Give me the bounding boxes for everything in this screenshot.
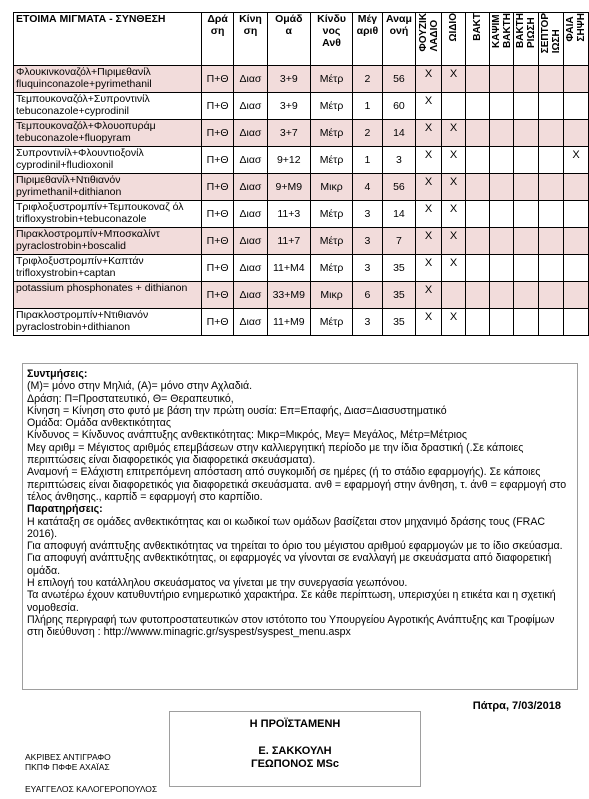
disease-mark-cell <box>539 309 564 336</box>
kindynos-cell: Μέτρ <box>310 228 352 255</box>
disease-mark-cell: X <box>416 93 442 120</box>
drasi-cell: Π+Θ <box>201 228 233 255</box>
disease-mark-cell <box>466 120 490 147</box>
table-row <box>14 282 589 309</box>
disease-mark-cell <box>466 201 490 228</box>
disease-mark-cell <box>466 309 490 336</box>
column-header-label: ΚΑΨΙΜ ΒΑΚΤΗ <box>490 13 513 48</box>
table-row <box>14 309 589 336</box>
omada-cell: 9+M9 <box>267 174 310 201</box>
anamoni-cell: 60 <box>382 93 416 120</box>
column-header: Ομάδ α <box>267 13 310 66</box>
disease-mark-cell <box>539 147 564 174</box>
column-header-label: ΒΑΚΤΗ ΡΙΩΣΗ <box>515 13 538 48</box>
document-date: Πάτρα, 7/03/2018 <box>472 700 561 712</box>
notes-line: Κίνηση = Κίνηση στο φυτό με βάση την πρώτη ουσία: Επ=Επαφής, Διασ=Διασυστηματικό <box>27 404 447 417</box>
stamp-line-2: ΠΚΠΦ ΠΦΦΕ ΑΧΑΪΑΣ <box>25 762 110 772</box>
table-row <box>14 120 589 147</box>
disease-mark-cell <box>539 255 564 282</box>
disease-mark-cell <box>490 120 514 147</box>
anamoni-cell: 56 <box>382 174 416 201</box>
signature-role: ΓΕΩΠΟΝΟΣ MSc <box>250 758 340 770</box>
disease-mark-cell <box>514 174 539 201</box>
mixture-name-cell: Τεμπουκοναζόλ+Συπροντινίλ tebuconazole+cyprodinil <box>14 93 202 120</box>
mixture-name-cell: potassium phosphonates + dithianon <box>14 282 202 309</box>
disease-mark-cell <box>514 93 539 120</box>
disease-mark-cell <box>466 228 490 255</box>
drasi-cell: Π+Θ <box>201 147 233 174</box>
disease-mark-cell: X <box>442 309 466 336</box>
disease-mark-cell <box>490 201 514 228</box>
kinisi-cell: Διασ <box>234 174 267 201</box>
disease-mark-cell: X <box>442 201 466 228</box>
kindynos-cell: Μικρ <box>310 282 352 309</box>
disease-mark-cell <box>563 93 588 120</box>
omada-cell: 3+9 <box>267 66 310 93</box>
anamoni-cell: 35 <box>382 282 416 309</box>
disease-mark-cell: X <box>442 255 466 282</box>
disease-mark-cell: X <box>442 147 466 174</box>
kinisi-cell: Διασ <box>234 201 267 228</box>
signature-name: Ε. ΣΑΚΚΟΥΛΗ <box>258 745 332 757</box>
disease-mark-cell <box>539 228 564 255</box>
notes-line: (Μ)= μόνο στην Μηλιά, (Α)= μόνο στην Αχλαδιά. <box>27 380 253 393</box>
mixture-name-cell: Πιρακλοστρομπίν+Μποσκαλίντ pyraclostrobin+boscalid <box>14 228 202 255</box>
kindynos-cell: Μέτρ <box>310 201 352 228</box>
omada-cell: 11+3 <box>267 201 310 228</box>
disease-mark-cell: X <box>416 120 442 147</box>
disease-mark-cell: X <box>416 228 442 255</box>
disease-mark-cell <box>563 228 588 255</box>
omada-cell: 11+M9 <box>267 309 310 336</box>
kinisi-cell: Διασ <box>234 282 267 309</box>
column-header-label: ΩΙΔΙΟ <box>448 13 460 42</box>
disease-mark-cell <box>466 174 490 201</box>
disease-mark-cell <box>490 66 514 93</box>
disease-mark-cell <box>466 282 490 309</box>
kindynos-cell: Μικρ <box>310 174 352 201</box>
disease-mark-cell <box>514 228 539 255</box>
column-header <box>442 13 466 66</box>
table-header-row <box>14 13 589 66</box>
anamoni-cell: 14 <box>382 120 416 147</box>
column-header <box>539 13 564 66</box>
disease-mark-cell: X <box>442 174 466 201</box>
disease-mark-cell <box>514 120 539 147</box>
kindynos-cell: Μέτρ <box>310 93 352 120</box>
disease-mark-cell <box>539 174 564 201</box>
kindynos-cell: Μέτρ <box>310 147 352 174</box>
meg-cell: 2 <box>353 66 383 93</box>
drasi-cell: Π+Θ <box>201 201 233 228</box>
stamp-line-3: ΕΥΑΓΓΕΛΟΣ ΚΑΛΟΓΕΡΟΠΟΥΛΟΣ <box>25 784 158 794</box>
disease-mark-cell <box>514 255 539 282</box>
anamoni-cell: 14 <box>382 201 416 228</box>
meg-cell: 6 <box>353 282 383 309</box>
disease-mark-cell <box>539 201 564 228</box>
meg-cell: 3 <box>353 228 383 255</box>
disease-mark-cell <box>539 282 564 309</box>
disease-mark-cell <box>563 120 588 147</box>
disease-mark-cell <box>514 66 539 93</box>
disease-mark-cell <box>466 147 490 174</box>
kindynos-cell: Μέτρ <box>310 309 352 336</box>
disease-mark-cell <box>466 93 490 120</box>
disease-mark-cell <box>563 282 588 309</box>
meg-cell: 1 <box>353 93 383 120</box>
anamoni-cell: 35 <box>382 309 416 336</box>
mixture-name-cell: Φλουκινκοναζόλ+Πιριμεθανίλ fluquinconazole+pyrimethanil <box>14 66 202 93</box>
notes-line: Μεγ αριθμ = Μέγιστος αριθμός επεμβάσεων στην καλλιεργητική περίοδο με την ίδια δραστική (.Σε κάποιες περιπτώσεις είναι διαφορετικός για διαφορετικά σκευάσματα). <box>27 441 524 467</box>
notes-line: Κίνδυνος = Κίνδυνος ανάπτυξης ανθεκτικότητας: Μικρ=Μικρός, Μεγ= Μεγάλος, Μέτρ=Μέτριος <box>27 429 468 442</box>
column-header: Μέγ αριθ <box>353 13 383 66</box>
notes-line: Πλήρης περιγραφή των φυτοπροστατευτικών στον ιστότοπο του Υπουργείου Αγροτικής Ανάπτυξης και Τροφίμων στη διεύθυνση : http://wwww.minagric.gr/syspest/syspest_menu.aspx <box>27 613 555 639</box>
disease-mark-cell <box>490 174 514 201</box>
anamoni-cell: 3 <box>382 147 416 174</box>
column-header-label: ΒΑΚΤ <box>472 13 484 41</box>
kindynos-cell: Μέτρ <box>310 120 352 147</box>
disease-mark-cell <box>466 66 490 93</box>
meg-cell: 3 <box>353 255 383 282</box>
kinisi-cell: Διασ <box>234 255 267 282</box>
signature-box <box>169 711 421 787</box>
table-row <box>14 174 589 201</box>
disease-mark-cell <box>442 282 466 309</box>
notes-line: Η κατάταξη σε ομάδες ανθεκτικότητας και οι κωδικοί των ομάδων βασίζεται στον μηχανιμό δράσης τους (FRAC 2016). <box>27 515 546 540</box>
table-row <box>14 201 589 228</box>
column-header: Κίνη ση <box>234 13 267 66</box>
disease-mark-cell <box>514 147 539 174</box>
kinisi-cell: Διασ <box>234 147 267 174</box>
meg-cell: 3 <box>353 201 383 228</box>
disease-mark-cell: X <box>416 174 442 201</box>
disease-mark-cell: X <box>442 120 466 147</box>
disease-mark-cell <box>563 309 588 336</box>
notes-line: Η επιλογή του κατάλληλου σκευάσματος να γίνεται με την συνεργασία γεωπόνου. <box>27 577 408 590</box>
kinisi-cell: Διασ <box>234 120 267 147</box>
omada-cell: 11+7 <box>267 228 310 255</box>
meg-cell: 1 <box>353 147 383 174</box>
disease-mark-cell <box>563 66 588 93</box>
disease-mark-cell <box>539 66 564 93</box>
omada-cell: 33+M9 <box>267 282 310 309</box>
disease-mark-cell <box>490 228 514 255</box>
disease-mark-cell: X <box>442 228 466 255</box>
notes-line: Ομάδα: Ομάδα ανθεκτικότητας <box>27 417 171 430</box>
drasi-cell: Π+Θ <box>201 66 233 93</box>
column-header-label: ΣΕΠΤΟΡ ΙΩΣΗ <box>540 13 563 54</box>
omada-cell: 11+M4 <box>267 255 310 282</box>
kinisi-cell: Διασ <box>234 228 267 255</box>
drasi-cell: Π+Θ <box>201 282 233 309</box>
omada-cell: 3+7 <box>267 120 310 147</box>
kindynos-cell: Μέτρ <box>310 66 352 93</box>
disease-mark-cell: X <box>563 147 588 174</box>
mixture-name-cell: Πιρακλοστρομπίν+Ντιθιανόν pyraclostrobin+dithianon <box>14 309 202 336</box>
disease-mark-cell <box>490 147 514 174</box>
mixture-name-cell: Συπροντινίλ+Φλουντιοξονίλ cyprodinil+fludioxonil <box>14 147 202 174</box>
mixture-name-cell: Τριφλοξυστρομπίν+Καπτάν trifloxystrobin+captan <box>14 255 202 282</box>
disease-mark-cell <box>514 282 539 309</box>
mixture-name-cell: Τεμπουκοναζόλ+Φλουοπυράμ tebuconazole+fluopyram <box>14 120 202 147</box>
drasi-cell: Π+Θ <box>201 255 233 282</box>
disease-mark-cell <box>490 255 514 282</box>
meg-cell: 4 <box>353 174 383 201</box>
table-row <box>14 66 589 93</box>
mixture-name-cell: Τριφλοξυστρομπίν+Τεμπουκοναζ όλ trifloxystrobin+tebuconazole <box>14 201 202 228</box>
notes-box <box>22 363 578 690</box>
disease-mark-cell <box>563 201 588 228</box>
disease-mark-cell <box>539 93 564 120</box>
drasi-cell: Π+Θ <box>201 93 233 120</box>
notes-heading: Παρατηρήσεις: <box>27 503 103 516</box>
disease-mark-cell <box>490 93 514 120</box>
column-header-label: ΦΟΥΖΙΚ ΛΑΔΙΟ <box>417 13 440 52</box>
disease-mark-cell <box>466 255 490 282</box>
disease-mark-cell: X <box>416 147 442 174</box>
disease-mark-cell <box>539 120 564 147</box>
disease-mark-cell <box>490 309 514 336</box>
column-header <box>416 13 442 66</box>
omada-cell: 3+9 <box>267 93 310 120</box>
disease-mark-cell: X <box>416 282 442 309</box>
notes-line: Αναμονή = Ελάχιστη επιτρεπόμενη απόσταση από συγκομιδή σε ημέρες (ή το στάδιο εφαρμογής). Σε κάποιες περιπτώσεις είναι διαφορετικός για διαφορετικά σκευάσματα. ανθ = εφαρμογή στην άνθηση, τ. άνθ = εφαρμογή στο τέλος άνθησης., καρπίδ = εφαρμογή στο καρπίδιο. <box>27 466 567 503</box>
anamoni-cell: 7 <box>382 228 416 255</box>
notes-heading: Συντμήσεις: <box>27 368 88 380</box>
kinisi-cell: Διασ <box>234 66 267 93</box>
kindynos-cell: Μέτρ <box>310 255 352 282</box>
drasi-cell: Π+Θ <box>201 120 233 147</box>
disease-mark-cell: X <box>416 201 442 228</box>
column-header <box>466 13 490 66</box>
notes-line: Δράση: Π=Προστατευτικό, Θ= Θεραπευτικό, <box>27 392 234 405</box>
kinisi-cell: Διασ <box>234 309 267 336</box>
notes-line: Για αποφυγή ανάπτυξης ανθεκτικότητας, οι εφαρμογές να γίνονται σε εναλλαγή με σκευάσματα από διαφορετική ομάδα. <box>27 552 552 577</box>
mixture-name-cell: Πιριμεθανίλ+Ντιθιανόν pyrimethanil+dithianon <box>14 174 202 201</box>
disease-mark-cell <box>514 309 539 336</box>
column-header <box>514 13 539 66</box>
disease-mark-cell <box>442 93 466 120</box>
column-header <box>563 13 588 66</box>
anamoni-cell: 56 <box>382 66 416 93</box>
meg-cell: 2 <box>353 120 383 147</box>
column-header-label: ΦΑΙΑ ΣΗΨΗ <box>564 13 587 42</box>
disease-mark-cell: X <box>416 309 442 336</box>
disease-mark-cell <box>563 174 588 201</box>
fungicide-mixtures-table <box>13 12 589 336</box>
column-header <box>490 13 514 66</box>
omada-cell: 9+12 <box>267 147 310 174</box>
anamoni-cell: 35 <box>382 255 416 282</box>
meg-cell: 3 <box>353 309 383 336</box>
table-row <box>14 228 589 255</box>
disease-mark-cell <box>563 255 588 282</box>
notes-line: Για αποφυγή ανάπτυξης ανθεκτικότητας να τηρείται το όριο του μέγιστου αριθμού εφαρμογών με το ίδιο σκεύασμα. <box>27 540 563 553</box>
drasi-cell: Π+Θ <box>201 174 233 201</box>
table-row <box>14 147 589 174</box>
notes-line: Τα ανωτέρω έχουν κατυθυντήριο ενημερωτικό χαρακτήρα. Σε κάθε περίπτωση, υπερισχύει η ετικέτα και η σχετική νομοθεσία. <box>27 589 556 614</box>
disease-mark-cell <box>514 201 539 228</box>
disease-mark-cell: X <box>416 66 442 93</box>
kinisi-cell: Διασ <box>234 93 267 120</box>
signature-title: Η ΠΡΟΪΣΤΑΜΕΝΗ <box>249 718 341 730</box>
drasi-cell: Π+Θ <box>201 309 233 336</box>
column-header: ΕΤΟΙΜΑ ΜΙΓΜΑΤΑ - ΣΥΝΘΕΣΗ <box>14 13 202 66</box>
disease-mark-cell <box>490 282 514 309</box>
column-header: Αναμ ονή <box>382 13 416 66</box>
column-header: Δρά ση <box>201 13 233 66</box>
column-header: Κίνδυ νος Ανθ <box>310 13 352 66</box>
stamp-line-1: ΑΚΡΙΒΕΣ ΑΝΤΙΓΡΑΦΟ <box>25 752 111 762</box>
disease-mark-cell: X <box>442 66 466 93</box>
disease-mark-cell: X <box>416 255 442 282</box>
table-row <box>14 93 589 120</box>
table-row <box>14 255 589 282</box>
